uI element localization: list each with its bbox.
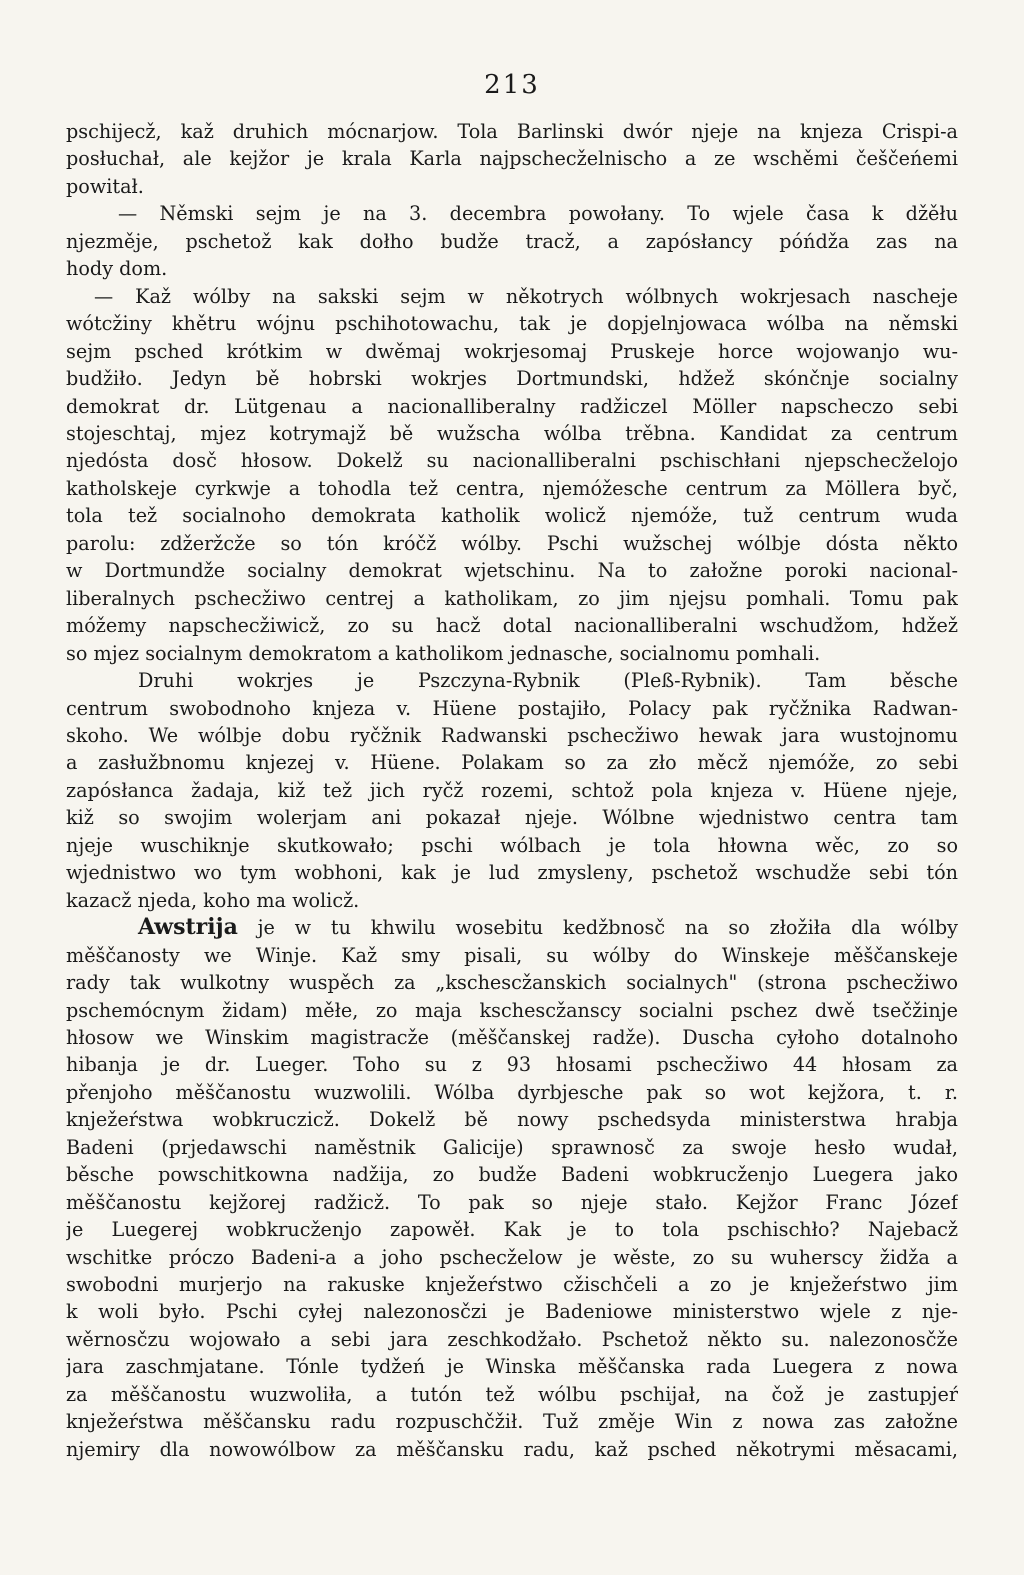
text-line: běsche powschitkowna nadžija, zo budže Badeni wobkrucženjo Luegera jako bbox=[66, 1163, 958, 1187]
document-page bbox=[66, 70, 958, 1463]
text-line: je Luegerej wobkrucženjo zapowěł. Kak je to tola pschischło? Najebacž bbox=[66, 1218, 958, 1242]
text-line: njedósta dosč hłosow. Dokelž su nacionalliberalni pschischłani njepschecželojo bbox=[66, 449, 958, 473]
text-line: kazacž njeda, koho ma wolicž. bbox=[66, 888, 360, 912]
text-line: hłosow we Winskim magistracže (měščanskej radže). Duscha cyłoho dotalnoho bbox=[66, 1025, 958, 1049]
text-line: wschitke próczo Badeni-a a joho pschecželow je wěste, zo su wuhersсy židža a bbox=[66, 1245, 958, 1269]
text-line: k woli było. Pschi cyłej nalezonosčzi je Badeniowe ministerstwo wjele z nje- bbox=[66, 1300, 958, 1324]
text-line: Druhi wokrjes je Pszczyna-Rybnik (Pleß-Rybnik). Tam běsche bbox=[138, 669, 958, 693]
text-line: posłuchał, ale kejžor je krala Karla najpschecželnischo a ze wschěmi češčeńemi bbox=[66, 147, 958, 171]
text-line: rady tak wulkotny wuspěch za „kschescžanskich socialnych" (strona pschecžiwo bbox=[66, 971, 958, 995]
text-line: přenjoho měščanostu wuzwolili. Wólba dyrbjesche pak so wot kejžora, t. r. bbox=[66, 1080, 958, 1104]
text-line: pschijecž, kaž druhich mócnarjow. Tola Barlinski dwór njeje na knjeza Crispi-a bbox=[66, 120, 958, 143]
text-line: zapósłanca žadaja, kiž tež jich ryčž rozemi, schtož pola knjeza v. Hüene njeje, bbox=[66, 778, 958, 802]
text-line: tola tež socialnoho demokrata katholik wolicž njemóže, tuž centrum wuda bbox=[66, 504, 958, 528]
text-line: knježeŕstwa měščansku radu rozpuschčžił. Tuž změje Win z nowa zas załožne bbox=[66, 1410, 958, 1434]
text-line: katholskeje cyrkwje a tohodla tež centra, njemóžesche centrum za Möllera byč, bbox=[66, 476, 958, 500]
text-line: njemiry dla nowowólbow za měščansku radu, kaž pschеd někotrymi měsacami, bbox=[66, 1437, 958, 1461]
paragraph-5 bbox=[66, 914, 958, 1463]
text-line: sejm pschеd krótkim w dwěmaj wokrjesomaj Pruskeje horce wojowanjo wu- bbox=[66, 339, 958, 363]
section-lead-word: Awstrija bbox=[138, 914, 238, 941]
text-line: wěrnosčzu wojowało a sebi jara zeschkodžało. Pschetož někto su. nalezonosčže bbox=[66, 1327, 958, 1351]
text-line: wótcžiny khětru wójnu pschihotowachu, tak je dopjelnjowaca wólba na němski bbox=[66, 312, 958, 336]
text-line bbox=[66, 914, 958, 941]
text-line: — Němski sejm je na 3. decembra powołany. To wjele časa k džěłu bbox=[118, 202, 958, 226]
text-line: za měščanostu wuzwoliła, a tutón tež wólbu pschijał, na čož je zastupjeŕ bbox=[66, 1382, 958, 1406]
text-line: swobodni murjerjo na rakuske knježeŕstwo cžischčeli a zo je knježeŕstwo jim bbox=[66, 1273, 958, 1297]
text-line: stojeschtaj, mjez kotrymajž bě wužscha wólba trěbna. Kandidat za centrum bbox=[66, 421, 958, 445]
text-line: pschemócnym židam) měłe, zo maja kschescžansсy socialni pschez dwě tsečžinje bbox=[66, 998, 958, 1022]
text-line: so mjez socialnym demokratom a katholikom jednasche, socialnomu pomhali. bbox=[66, 641, 821, 665]
text-line: powitał. bbox=[66, 174, 144, 198]
text-line: centrum swobodnoho knjeza v. Hüene postajiło, Polacy pak ryčžnika Radwan- bbox=[66, 696, 958, 720]
paragraph-4 bbox=[66, 667, 958, 914]
text-line: parolu: zdžeržcže so tón króčž wólby. Pschi wužschej wólbje dósta někto bbox=[66, 531, 958, 555]
text-line: hody dom. bbox=[66, 257, 168, 281]
text-line: hibanja je dr. Lueger. Toho su z 93 hłosami pschecžiwo 44 hłosam za bbox=[66, 1053, 958, 1077]
text-line: kiž so swojim wolerjam ani pokazał njeje. Wólbne wjednistwo centra tam bbox=[66, 806, 958, 830]
paragraph-1 bbox=[66, 118, 958, 200]
text-line: měščanostu kejžorej radžicž. To pak so njeje stało. Kejžor Franc Józef bbox=[66, 1190, 958, 1214]
text-line: budžiło. Jedyn bě hobrski wokrjes Dortmundski, hdžež skónčnje socialny bbox=[66, 367, 958, 391]
text-line: skoho. We wólbje dobu ryčžnik Radwanski pschecžiwo hewak jara wustojnomu bbox=[66, 723, 958, 747]
text-line: Badeni (prjedawschi naměstnik Galicije) sprawnosč za swoje hesło wudał, bbox=[66, 1135, 958, 1159]
page-number: 213 bbox=[484, 70, 540, 100]
text-fragment: je w tu khwilu wosebitu kedžbnosč na so złožiła dla wólby bbox=[237, 916, 958, 940]
text-line: demokrat dr. Lütgenau a nacionalliberalny radžiczel Möller napschеczo sebi bbox=[66, 394, 958, 418]
text-line: liberalnych pschecžiwo centrej a katholikam, zo jim njejsu pomhali. Tomu pak bbox=[66, 586, 958, 610]
paragraph-2 bbox=[66, 200, 958, 282]
text-line: móžemy napschecžiwicž, zo su hacž dotal nacionalliberalni wschudžom, hdžež bbox=[66, 614, 958, 638]
text-line: a zasłužbnomu knjezej v. Hüene. Polakam so za zło měcž njemóže, zo sebi bbox=[66, 751, 958, 775]
text-line: wjednistwo wo tym wobhoni, kak je lud zmyslenу, pschetož wschudže sebi tón bbox=[66, 861, 958, 885]
paragraph-3 bbox=[66, 283, 958, 667]
text-line: w Dortmundže socialny demokrat wjetschinu. Na to załožne poroki nacional- bbox=[66, 559, 958, 583]
text-line: měščanosty we Winje. Kaž smy pisali, su wólby do Winskeje měščanskeje bbox=[66, 943, 958, 967]
text-line: knježeŕstwa wobkruczicž. Dokelž bě nowy pschedsyda ministerstwa hrabja bbox=[66, 1108, 958, 1132]
text-line: jara zaschmjatane. Tónle tydžeń je Winska měščanska rada Luegera z nowa bbox=[66, 1355, 958, 1379]
text-line: njeje wuschiknje skutkowało; pschi wólbach je tola hłowna wěc, zo so bbox=[66, 833, 958, 857]
text-line: — Kaž wólby na sakski sejm w někotrych wólbnych wokrjesach naschеje bbox=[94, 284, 958, 308]
text-line: njezměje, pschetož kak dołho budže tracž, a zapósłancy póńdža zas na bbox=[66, 229, 958, 253]
